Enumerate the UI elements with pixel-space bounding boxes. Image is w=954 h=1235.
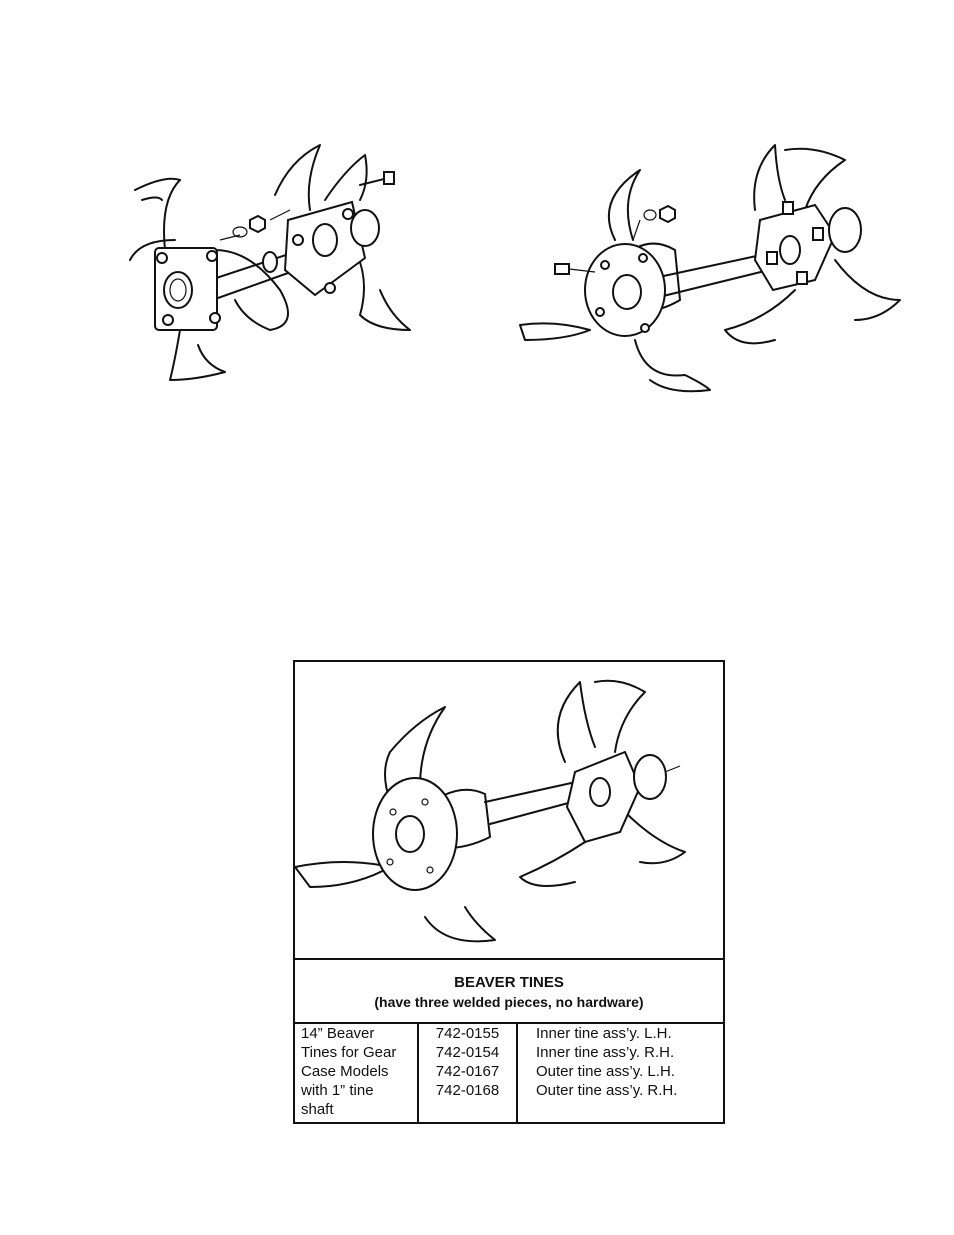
part-number: 742-0167 [435, 1063, 500, 1080]
description-line: 14” Beaver [301, 1025, 375, 1042]
beaver-tines-panel [293, 660, 725, 1124]
part-names-cell [517, 1022, 723, 1122]
beaver-tines-subtitle: (have three welded pieces, no hardware) [374, 994, 644, 1010]
part-name: Inner tine ass’y. R.H. [536, 1044, 675, 1061]
bolted-tine-assembly-icon [120, 140, 420, 400]
part-name: Inner tine ass’y. L.H. [536, 1025, 672, 1042]
model-description-cell [295, 1022, 418, 1122]
part-name: Outer tine ass’y. L.H. [536, 1063, 675, 1080]
beaver-tines-title: BEAVER TINES [454, 974, 564, 991]
welded-beaver-tine-assembly-icon [295, 662, 723, 960]
part-number: 742-0155 [435, 1025, 500, 1042]
beaver-parts-table [295, 1022, 723, 1122]
bolted-tine-hub-assembly-icon [515, 140, 905, 400]
part-numbers-cell [418, 1022, 517, 1122]
description-line: Case Models [301, 1063, 389, 1080]
table-row [295, 1022, 723, 1122]
part-number: 742-0168 [435, 1082, 500, 1099]
beaver-tines-caption [295, 960, 723, 1024]
description-line: shaft [301, 1101, 334, 1118]
part-number: 742-0154 [435, 1044, 500, 1061]
part-name: Outer tine ass’y. R.H. [536, 1082, 678, 1099]
description-line: with 1” tine [301, 1082, 374, 1099]
description-line: Tines for Gear [301, 1044, 397, 1061]
